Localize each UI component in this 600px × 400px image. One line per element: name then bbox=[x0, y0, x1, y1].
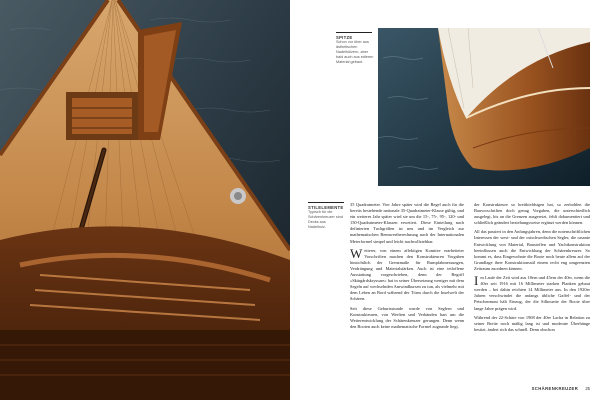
paragraph-dropcap bbox=[350, 245, 464, 303]
boat-deck-photo bbox=[0, 0, 290, 400]
section-name: SCHÄRENKREUZER bbox=[531, 386, 579, 391]
paragraph-dropcap bbox=[474, 275, 590, 312]
paragraph: 35 Quadratmeter. Vier Jahre später wird die Regel auch für die bereits bestehende nationale 35-Quadratmeter-Klasse gültig, und ein weiteres Jahr später wird sie um die 15-, 75-, 95-, 120- und 150-Quadratmeter-Klassen erweitert. Diese Einteilung nach definierten Tuchgrößen ist neu und im Vergleich zur mathematischen Rennwertberechnung nach der Internationalen Meterformel simpel und leicht nachvollziehbar. bbox=[350, 202, 464, 244]
caption-text: Typisch für die Schärenkreuzer sind Decks aus Nadelholz. bbox=[308, 210, 343, 229]
paragraph: All das passiert in den Anfangsjahren, denn die notenschriftlichen Interessen der west- und der ostschwedischen Segler, die rasante Entwicklung von Material, Baustoffen und Yachtkonstruktion beeinflussen auch die Entwicklung der Schärenkreuzer. So kommt es, dass Eingewohnte die Boote noch heute allem auf der Grundlage ihrer Konstruktionsstil einem recht eng umgrenzten Zeitraum zuordnen können. bbox=[474, 229, 590, 271]
caption-mid bbox=[308, 202, 344, 230]
text-column-1 bbox=[350, 202, 464, 333]
paragraph-text: m Laufe der Zeit wird aus 18ern und 45ern der 40er, wenn die 40er seit 1916 mit 16 Millimeter starken Planken gebaut werden – bei dahin reichten 14 Millimeter aus. In den 1920er Jahren verschwindet die anfangs übliche Gaffel- und der Petschenmast hält Einzug, der die Silhouette der Boote über lange Jahre prägen wird. bbox=[474, 275, 590, 311]
page-number: 25 bbox=[585, 386, 590, 391]
text-column-2 bbox=[474, 202, 590, 336]
drop-cap: I bbox=[474, 273, 479, 289]
caption-text: Schon vor über aus ästhetischen Nadelhölzern, aber bald auch aus edleren Material gebaut. bbox=[336, 40, 374, 64]
drop-cap: W bbox=[350, 245, 363, 261]
text-page bbox=[290, 0, 600, 400]
caption-top bbox=[336, 32, 374, 65]
boat-stern-photo bbox=[378, 28, 590, 186]
caption-rule bbox=[336, 32, 372, 33]
paragraph-text: eiterer, von einem affektigen Komitee erarbeiteter Vorschriften machen den Konstrukteuren Vorgaben hinsichtlich der Grenzmaße für Rumpfabmessungen, Verdrängung und Materialstärken. Auch ist eine teiloffene Ausstattung vorgeschrieben, denn der Begriff »Skärgårdskryssare« hat in seiner Übersetzung weniger mit dem Segeln auf wechselnden Amwindkursen zu tun, als vielmehr mit dem Leben an Bord während der Törns durch die Inselwelt der Schären. bbox=[350, 247, 464, 302]
paragraph: der Konstrukteure so breitkieldsigen hat, so zerbohlen die Bauvorschriften doch genug Vorgaben, die unterschiedlich ausgelegt, bis an die Grenzen ausgereizt, fehlt dokumentiert und schließlich geändert beziehungsweise ergänzt werden können. bbox=[474, 202, 590, 226]
paragraph: Während der 22-Schäre von 1908 der 40er Lacha in Relation zu seiner Breite noch mäßig lang ist und moderate Überhänge besitzt, ändert sich das schnell. Denn obschon bbox=[474, 314, 590, 332]
page-footer bbox=[532, 386, 590, 391]
caption-label: SPITZE bbox=[336, 35, 353, 40]
caption-rule bbox=[308, 202, 344, 203]
caption-label: STILELEMENTE bbox=[308, 205, 344, 210]
paragraph: Seit diese Geburtsstunde wurde von Seglern und Konstrukteuren, von Werften und Verbänden hart um die Weiterentwicklung der Schärenkreuzer gerungen. Denn wenn den Booten auch keine mathematische Formel zugrunde liegt, bbox=[350, 305, 464, 329]
